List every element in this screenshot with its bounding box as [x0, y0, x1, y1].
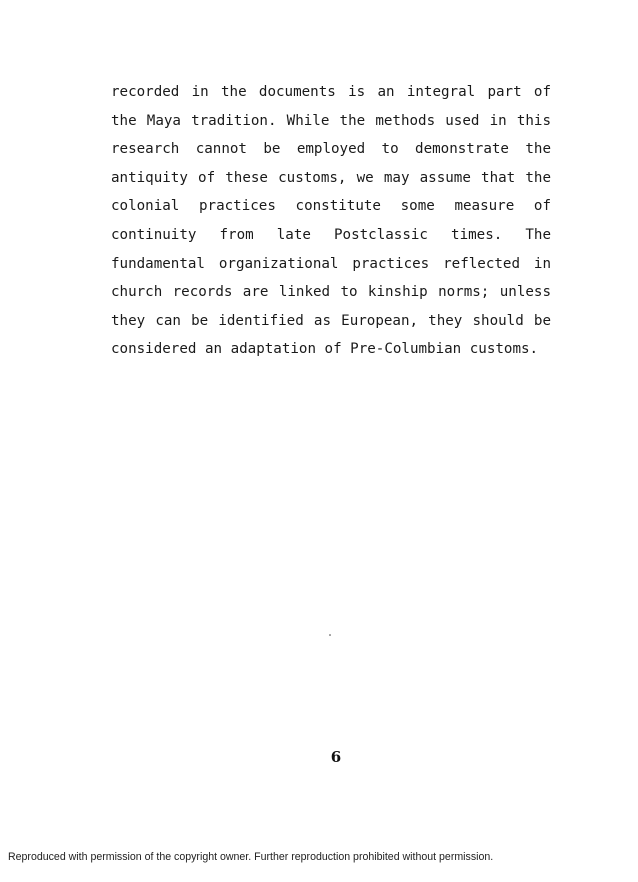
- body-line: fundamental organizational practices reflected in: [111, 255, 551, 272]
- page-number: 6: [330, 748, 342, 766]
- body-line: recorded in the documents is an integral part of: [111, 84, 551, 100]
- body-line: continuity from late Postclassic times. The: [111, 226, 551, 243]
- body-line: considered an adaptation of Pre-Columbian customs.: [111, 341, 539, 358]
- body-paragraph: [111, 78, 551, 364]
- body-line: research cannot be employed to demonstrate the: [111, 141, 551, 158]
- body-line: the Maya tradition. While the methods used in this: [111, 112, 551, 129]
- body-line: antiquity of these customs, we may assume that the: [111, 169, 551, 186]
- scan-speck: [329, 634, 331, 636]
- body-line: they can be identified as European, they should be: [111, 312, 551, 329]
- body-line: colonial practices constitute some measure of: [111, 198, 551, 215]
- body-line: church records are linked to kinship norms; unless: [111, 284, 551, 301]
- copyright-notice: Reproduced with permission of the copyright owner. Further reproduction prohibited without permission.: [8, 851, 494, 863]
